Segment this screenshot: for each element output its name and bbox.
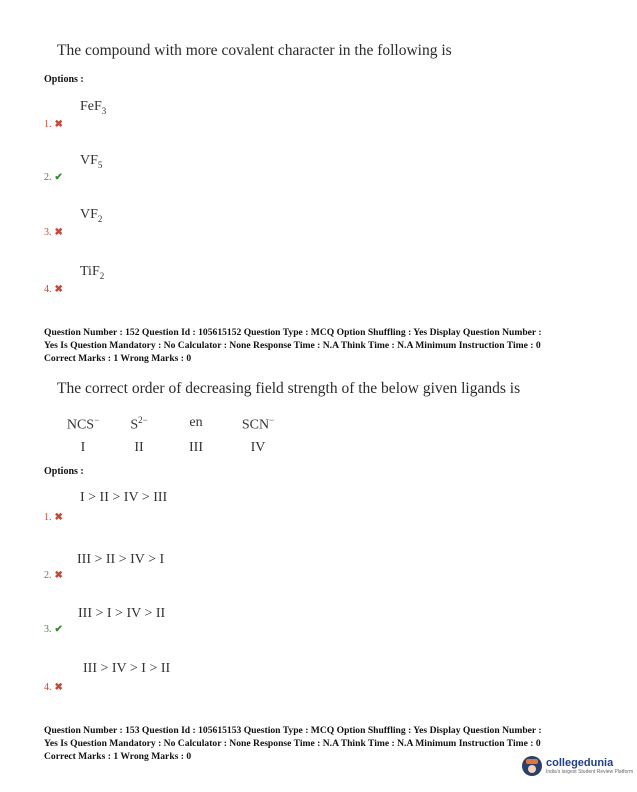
check-icon: ✔ (54, 171, 63, 183)
q1-option-3-text: $VF_2$ (80, 207, 103, 224)
q2-option-1-text: I > II > IV > III (80, 490, 168, 505)
ligand-2: $S^{2-}$ (130, 415, 148, 433)
q1-option-2-text: $VF_5$ (80, 153, 103, 170)
ligand-4: SCN− (241, 415, 275, 433)
q3-meta-line1: Question Number : 153 Question Id : 105615153 Question Type : MCQ Option Shuffling : Yes Display Question Number : (44, 725, 542, 736)
q1-option-4-text: TiF$_2$ (80, 264, 105, 281)
ligand-1: NCS− (66, 415, 100, 433)
brand-name: collegedunia (546, 757, 614, 769)
collegedunia-logo (518, 754, 637, 778)
q2-meta-line2: Yes Is Question Mandatory : No Calculator : None Response Time : N.A Think Time : N.A Minimum Instruction Time : 0 (44, 340, 541, 351)
q2-marks: Correct Marks : 1 Wrong Marks : 0 (44, 353, 192, 364)
options-label: Options : (44, 74, 84, 85)
q1-option-2-number: 2. ✔ (44, 171, 63, 183)
cross-icon: ✖ (54, 226, 63, 238)
cross-icon: ✖ (54, 681, 63, 693)
ligand-4-label: IV (250, 440, 266, 455)
q2-option-2-number: 2. ✖ (44, 569, 63, 581)
question-151-text: The compound with more covalent character in the following is (57, 42, 452, 59)
q2-option-4-text: III > IV > I > II (83, 661, 171, 676)
cross-icon: ✖ (54, 118, 63, 130)
q2-option-4-number: 4. ✖ (44, 681, 63, 693)
q2-option-3-number: 3. ✔ (44, 623, 63, 635)
q3-meta (44, 724, 542, 763)
cross-icon: ✖ (54, 511, 63, 523)
q1-option-4-number: 4. ✖ (44, 283, 63, 295)
q2-option-1-number: 1. ✖ (44, 511, 63, 523)
q2-meta (44, 326, 542, 365)
q3-marks: Correct Marks : 1 Wrong Marks : 0 (44, 751, 192, 762)
q1-option-3-number: 3. ✖ (44, 226, 63, 238)
q1-option-1-number: 1. ✖ (44, 118, 63, 130)
q2-meta-line1: Question Number : 152 Question Id : 105615152 Question Type : MCQ Option Shuffling : Yes Display Question Number : (44, 327, 542, 338)
ligand-3: en (189, 415, 203, 430)
cross-icon: ✖ (54, 569, 63, 581)
check-icon: ✔ (54, 623, 63, 635)
options-label: Options : (44, 466, 84, 477)
q2-option-3-text: III > I > IV > II (78, 606, 166, 621)
q3-meta-line2: Yes Is Question Mandatory : No Calculator : None Response Time : N.A Think Time : N.A Minimum Instruction Time : 0 (44, 738, 541, 749)
q1-option-1-text: FeF$_3$ (80, 99, 107, 116)
cross-icon: ✖ (54, 283, 63, 295)
ligand-2-label: II (134, 440, 144, 455)
logo-icon (522, 756, 542, 776)
ligand-3-label: III (189, 440, 203, 455)
ligand-1-label: I (80, 440, 86, 455)
q2-option-2-text: III > II > IV > I (77, 552, 165, 567)
question-152-text: The correct order of decreasing field strength of the below given ligands is (57, 380, 521, 397)
brand-tagline: India's largest Student Review Platform (546, 769, 634, 775)
